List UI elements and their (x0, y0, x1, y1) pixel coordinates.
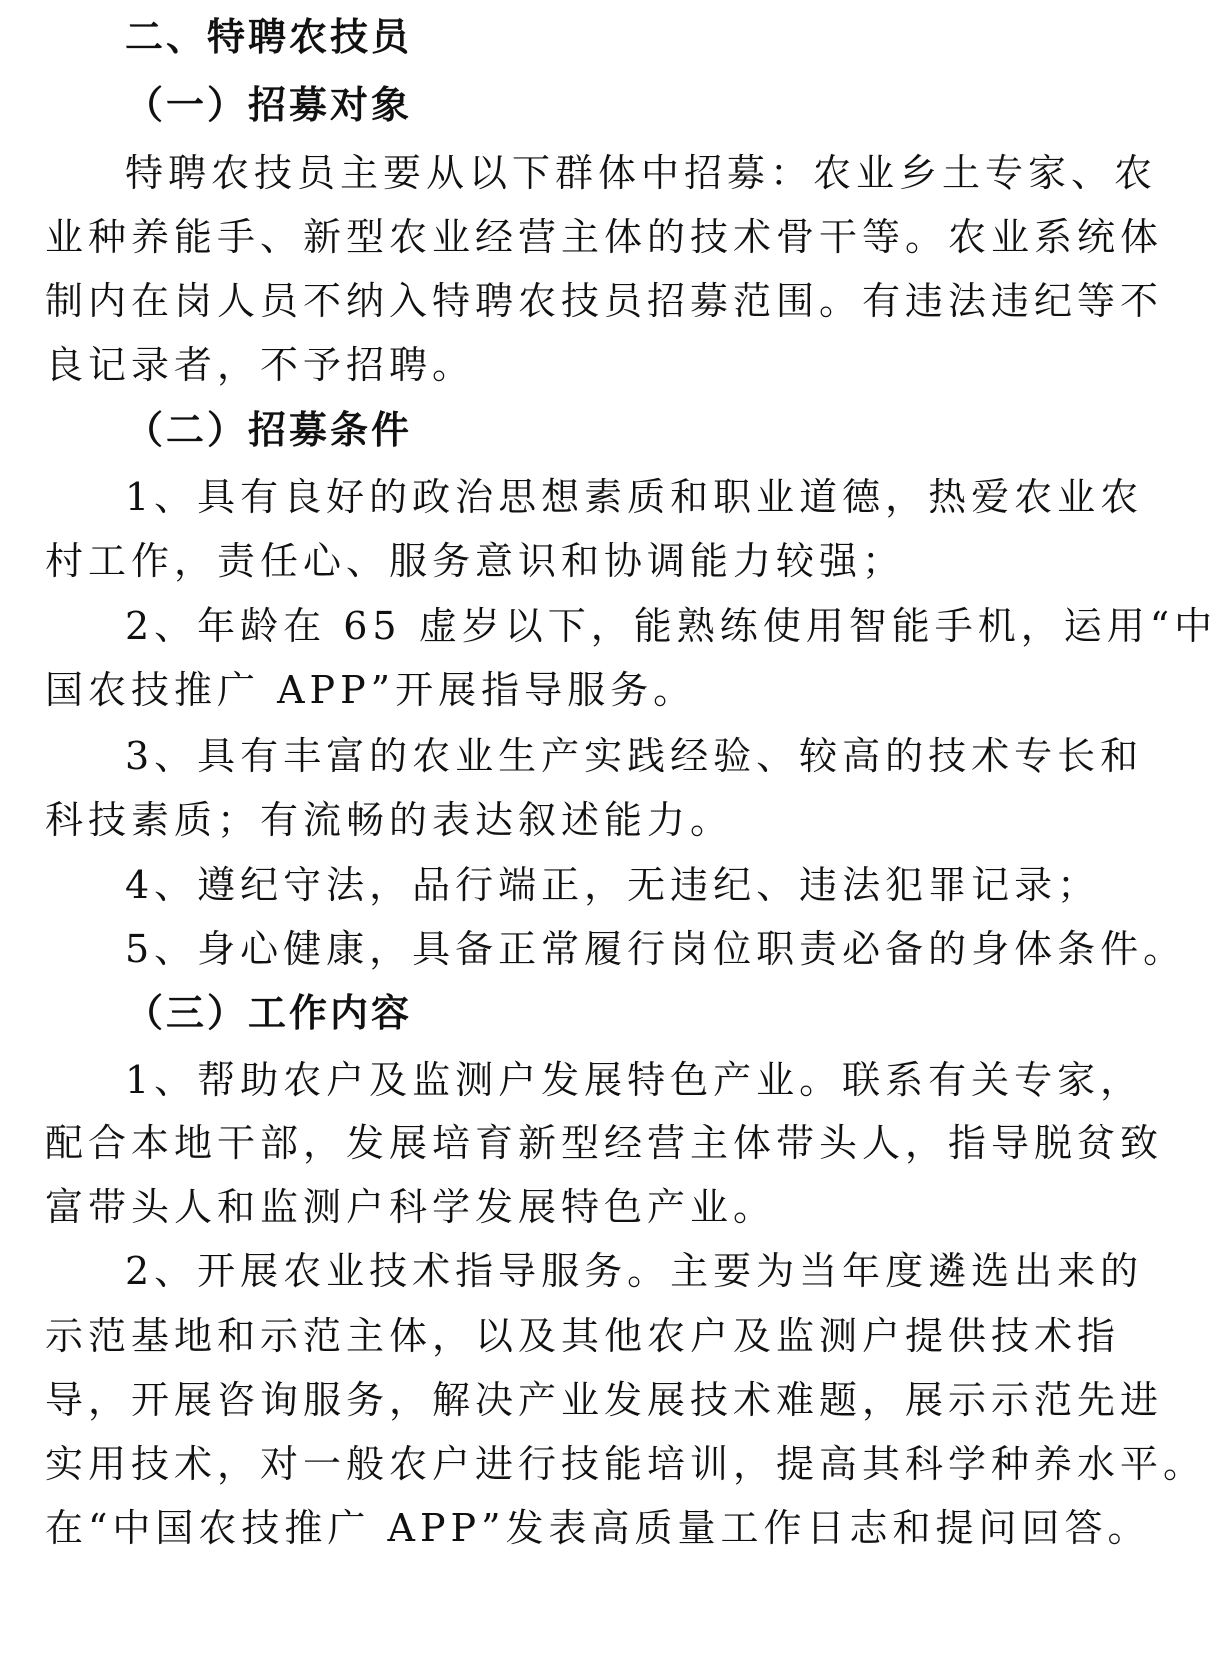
paragraph-line: 富带头人和监测户科学发展特色产业。 (45, 1185, 777, 1229)
paragraph-line: 业种养能手、新型农业经营主体的技术骨干等。农业系统体 (45, 215, 1164, 259)
paragraph-line: 1、具有良好的政治思想素质和职业道德，热爱农业农 (125, 475, 1144, 519)
paragraph-line: 良记录者，不予招聘。 (45, 343, 476, 387)
paragraph-line: 2、开展农业技术指导服务。主要为当年度遴选出来的 (125, 1249, 1144, 1293)
subsection-heading-1: （一）招募对象 (125, 83, 413, 127)
paragraph-line: 2、年龄在 65 虚岁以下，能熟练使用智能手机，运用“中 (125, 604, 1217, 648)
paragraph-line: 1、帮助农户及监测户发展特色产业。联系有关专家， (125, 1058, 1144, 1102)
paragraph-line: 3、具有丰富的农业生产实践经验、较高的技术专长和 (125, 734, 1144, 778)
paragraph-line: 4、遵纪守法，品行端正，无违纪、违法犯罪记录； (125, 863, 1101, 907)
paragraph-line: 示范基地和示范主体，以及其他农户及监测户提供技术指 (45, 1314, 1121, 1358)
paragraph-line: 村工作，责任心、服务意识和协调能力较强； (45, 539, 906, 583)
paragraph-line: 科技素质；有流畅的表达叙述能力。 (45, 798, 734, 842)
section-title: 二、特聘农技员 (125, 15, 413, 59)
paragraph-line: 国农技推广 APP”开展指导服务。 (45, 668, 697, 712)
paragraph-line: 实用技术，对一般农户进行技能培训，提高其科学种养水平。 (45, 1442, 1207, 1486)
paragraph-line: 特聘农技员主要从以下群体中招募：农业乡土专家、农 (125, 151, 1158, 195)
paragraph-line: 配合本地干部，发展培育新型经营主体带头人，指导脱贫致 (45, 1121, 1164, 1165)
paragraph-line: 导，开展咨询服务，解决产业发展技术难题，展示示范先进 (45, 1378, 1164, 1422)
paragraph-line: 制内在岗人员不纳入特聘农技员招募范围。有违法违纪等不 (45, 279, 1164, 323)
paragraph-line: 在“中国农技推广 APP”发表高质量工作日志和提问回答。 (45, 1506, 1151, 1550)
subsection-heading-2: （二）招募条件 (125, 408, 413, 452)
subsection-heading-3: （三）工作内容 (125, 991, 413, 1035)
paragraph-line: 5、身心健康，具备正常履行岗位职责必备的身体条件。 (125, 927, 1187, 971)
